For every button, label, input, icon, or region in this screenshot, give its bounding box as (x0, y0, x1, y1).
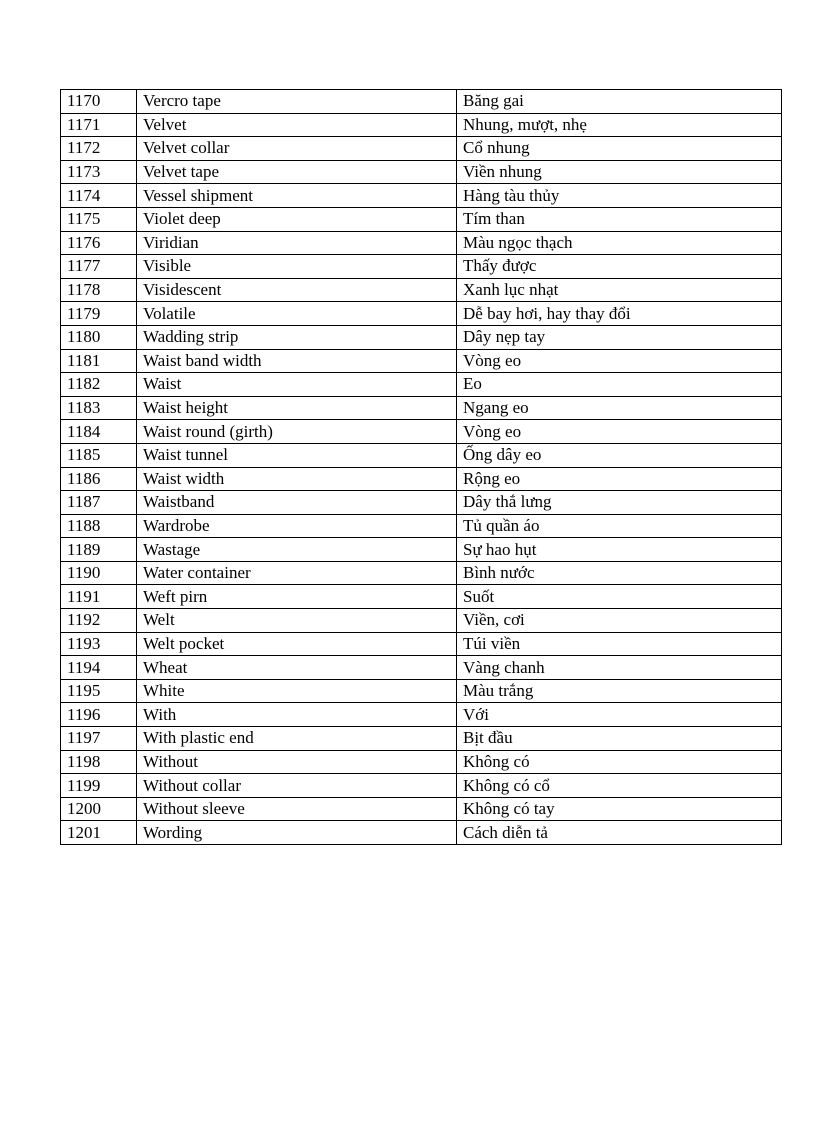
table-row (61, 325, 782, 349)
english-term: Visible (137, 255, 457, 279)
vietnamese-term: Với (457, 703, 782, 727)
table-row (61, 255, 782, 279)
entry-number: 1177 (61, 255, 137, 279)
table-row (61, 609, 782, 633)
english-term: Velvet (137, 113, 457, 137)
entry-number: 1181 (61, 349, 137, 373)
vietnamese-term: Không có (457, 750, 782, 774)
entry-number: 1197 (61, 727, 137, 751)
english-term: Waist round (girth) (137, 420, 457, 444)
english-term: White (137, 679, 457, 703)
table-row (61, 561, 782, 585)
vietnamese-term: Vòng eo (457, 420, 782, 444)
table-row (61, 538, 782, 562)
table-row (61, 821, 782, 845)
english-term: Waist tunnel (137, 443, 457, 467)
table-row (61, 349, 782, 373)
entry-number: 1182 (61, 373, 137, 397)
glossary-table (60, 89, 782, 845)
entry-number: 1174 (61, 184, 137, 208)
entry-number: 1192 (61, 609, 137, 633)
english-term: Velvet collar (137, 137, 457, 161)
entry-number: 1170 (61, 90, 137, 114)
table-row (61, 396, 782, 420)
entry-number: 1200 (61, 797, 137, 821)
vietnamese-term: Vàng chanh (457, 656, 782, 680)
table-row (61, 585, 782, 609)
vietnamese-term: Băng gai (457, 90, 782, 114)
table-row (61, 278, 782, 302)
table-row (61, 632, 782, 656)
vietnamese-term: Bịt đầu (457, 727, 782, 751)
english-term: Vessel shipment (137, 184, 457, 208)
table-row (61, 656, 782, 680)
table-row (61, 727, 782, 751)
entry-number: 1179 (61, 302, 137, 326)
table-row (61, 113, 782, 137)
table-row (61, 443, 782, 467)
table-row (61, 514, 782, 538)
vietnamese-term: Dây nẹp tay (457, 325, 782, 349)
vietnamese-term: Vòng eo (457, 349, 782, 373)
entry-number: 1180 (61, 325, 137, 349)
entry-number: 1171 (61, 113, 137, 137)
entry-number: 1185 (61, 443, 137, 467)
table-row (61, 160, 782, 184)
entry-number: 1193 (61, 632, 137, 656)
vietnamese-term: Eo (457, 373, 782, 397)
english-term: Water container (137, 561, 457, 585)
vietnamese-term: Viền, cơi (457, 609, 782, 633)
english-term: Wheat (137, 656, 457, 680)
vietnamese-term: Tủ quần áo (457, 514, 782, 538)
vietnamese-term: Thấy được (457, 255, 782, 279)
entry-number: 1176 (61, 231, 137, 255)
entry-number: 1184 (61, 420, 137, 444)
vietnamese-term: Tím than (457, 207, 782, 231)
entry-number: 1175 (61, 207, 137, 231)
entry-number: 1191 (61, 585, 137, 609)
vietnamese-term: Xanh lục nhạt (457, 278, 782, 302)
vietnamese-term: Rộng eo (457, 467, 782, 491)
vietnamese-term: Cách diễn tả (457, 821, 782, 845)
english-term: Waist width (137, 467, 457, 491)
english-term: With plastic end (137, 727, 457, 751)
entry-number: 1199 (61, 774, 137, 798)
vietnamese-term: Nhung, mượt, nhẹ (457, 113, 782, 137)
entry-number: 1188 (61, 514, 137, 538)
entry-number: 1198 (61, 750, 137, 774)
vietnamese-term: Dễ bay hơi, hay thay đổi (457, 302, 782, 326)
vietnamese-term: Màu trắng (457, 679, 782, 703)
entry-number: 1190 (61, 561, 137, 585)
english-term: Waist height (137, 396, 457, 420)
english-term: Volatile (137, 302, 457, 326)
english-term: Without sleeve (137, 797, 457, 821)
vietnamese-term: Cổ nhung (457, 137, 782, 161)
entry-number: 1173 (61, 160, 137, 184)
entry-number: 1189 (61, 538, 137, 562)
english-term: Wadding strip (137, 325, 457, 349)
vietnamese-term: Viền nhung (457, 160, 782, 184)
english-term: Without (137, 750, 457, 774)
table-row (61, 491, 782, 515)
english-term: Weft pirn (137, 585, 457, 609)
vietnamese-term: Không có tay (457, 797, 782, 821)
entry-number: 1201 (61, 821, 137, 845)
english-term: Violet deep (137, 207, 457, 231)
english-term: Without collar (137, 774, 457, 798)
english-term: Waistband (137, 491, 457, 515)
glossary-body (61, 90, 782, 845)
english-term: Vercro tape (137, 90, 457, 114)
table-row (61, 207, 782, 231)
table-row (61, 90, 782, 114)
entry-number: 1172 (61, 137, 137, 161)
table-row (61, 750, 782, 774)
table-row (61, 137, 782, 161)
vietnamese-term: Hàng tàu thủy (457, 184, 782, 208)
entry-number: 1186 (61, 467, 137, 491)
table-row (61, 797, 782, 821)
table-row (61, 679, 782, 703)
entry-number: 1187 (61, 491, 137, 515)
entry-number: 1195 (61, 679, 137, 703)
english-term: Waist band width (137, 349, 457, 373)
vietnamese-term: Bình nước (457, 561, 782, 585)
english-term: Welt pocket (137, 632, 457, 656)
english-term: Wardrobe (137, 514, 457, 538)
table-row (61, 774, 782, 798)
vietnamese-term: Không có cổ (457, 774, 782, 798)
table-row (61, 420, 782, 444)
english-term: Visidescent (137, 278, 457, 302)
table-row (61, 184, 782, 208)
entry-number: 1194 (61, 656, 137, 680)
vietnamese-term: Túi viền (457, 632, 782, 656)
vietnamese-term: Ngang eo (457, 396, 782, 420)
table-row (61, 703, 782, 727)
vietnamese-term: Suốt (457, 585, 782, 609)
vietnamese-term: Dây thắ lưng (457, 491, 782, 515)
english-term: Velvet tape (137, 160, 457, 184)
english-term: Wording (137, 821, 457, 845)
english-term: Waist (137, 373, 457, 397)
vietnamese-term: Sự hao hụt (457, 538, 782, 562)
entry-number: 1178 (61, 278, 137, 302)
english-term: Wastage (137, 538, 457, 562)
english-term: With (137, 703, 457, 727)
entry-number: 1183 (61, 396, 137, 420)
table-row (61, 302, 782, 326)
table-row (61, 231, 782, 255)
english-term: Viridian (137, 231, 457, 255)
vietnamese-term: Ống dây eo (457, 443, 782, 467)
table-row (61, 467, 782, 491)
table-row (61, 373, 782, 397)
vietnamese-term: Màu ngọc thạch (457, 231, 782, 255)
english-term: Welt (137, 609, 457, 633)
entry-number: 1196 (61, 703, 137, 727)
